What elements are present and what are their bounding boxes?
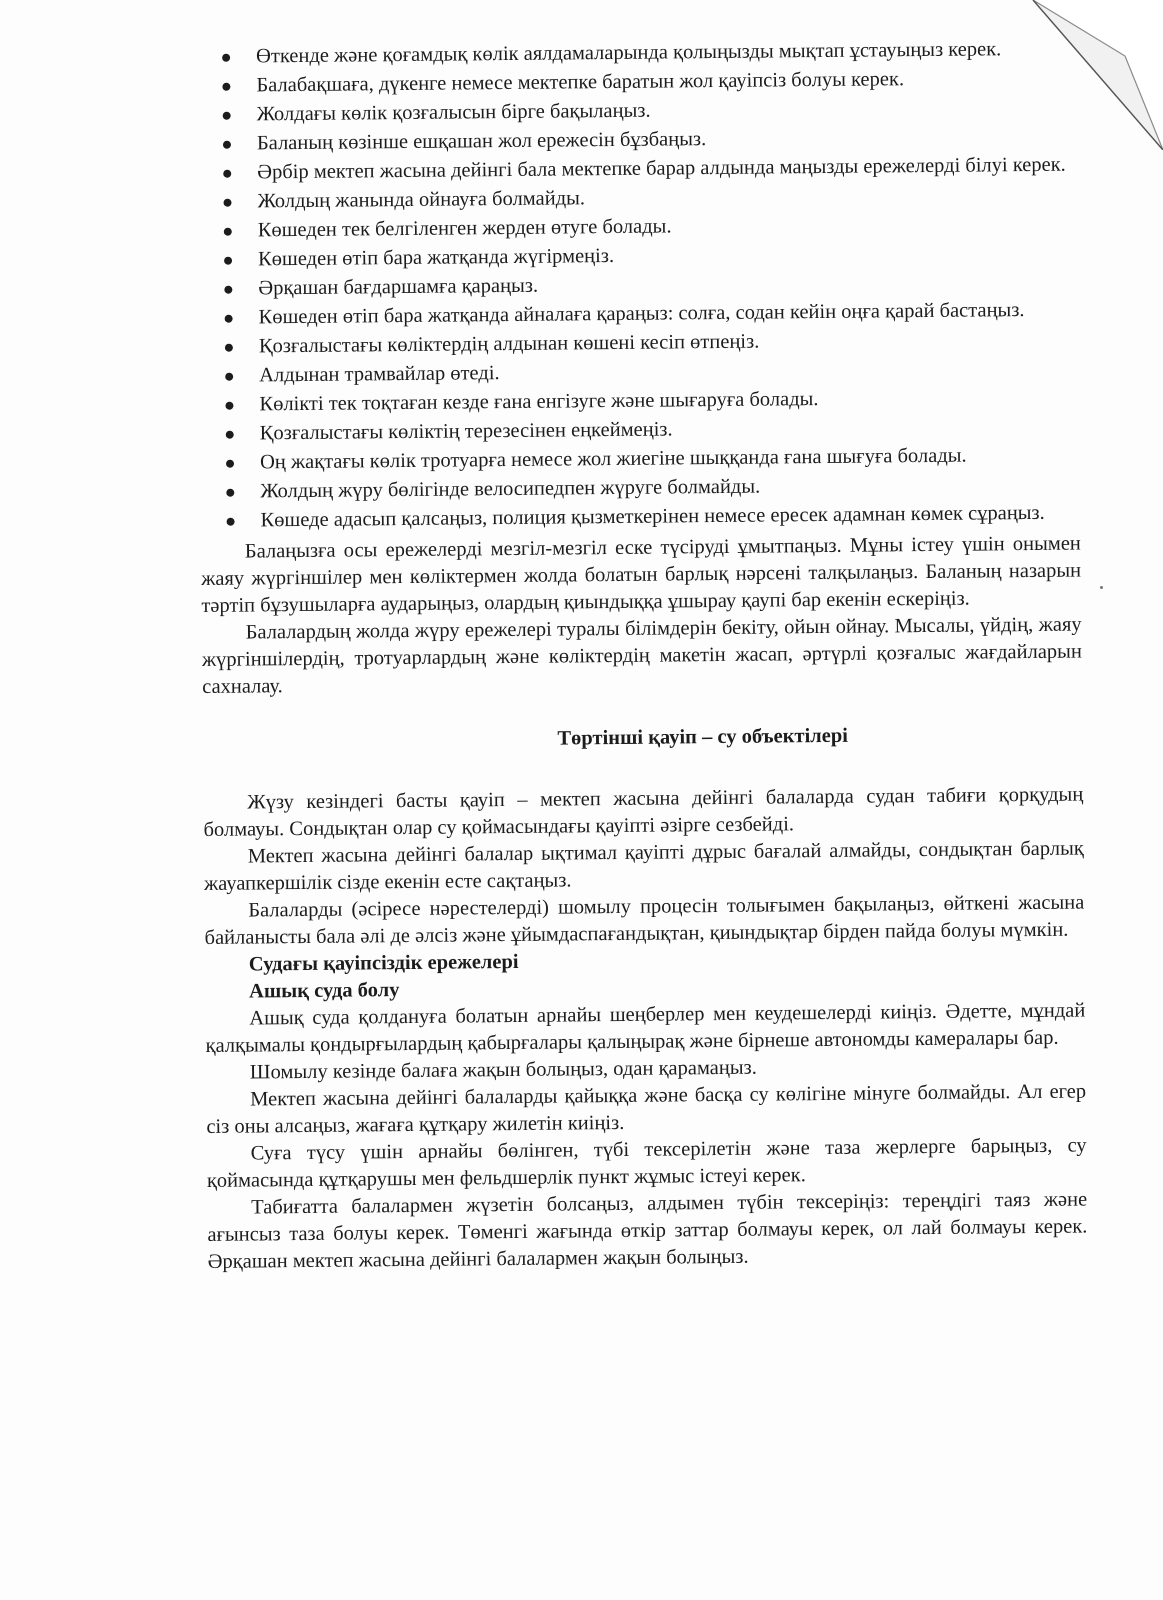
list-item: Жолдағы көлік қозғалысын бірге бақылаңыз.: [257, 94, 1077, 129]
list-item: Көшеден өтіп бара жатқанда жүгірмеңіз.: [258, 239, 1078, 274]
paragraph-swim-rings: Ашық суда қолдануға болатын арнайы шеңберлер мен кеудешелерді киіңіз. Әдетте, мұндай қалқымалы қондырғылардың қабырғалары қалыңырақ және бірнеше автономды камералары бар.: [205, 999, 1086, 1057]
scan-speck: [1100, 586, 1103, 589]
list-item: Жолдың жүру бөлігінде велосипедпен жүруге болмайды.: [260, 471, 1080, 506]
paragraph-supervision: Балаларды (әсіресе нәрестелерді) шомылу процесін толығымен бақылаңыз, өйткені жасына байланысты бала әлі де әлсіз және ұйымдаспағандықтан, қиындықтар бірден пайда болуы мүмкін.: [204, 891, 1085, 949]
list-item: Қозғалыстағы көліктің терезесінен еңкеймеңіз.: [260, 413, 1080, 448]
list-item: Әрбір мектеп жасына дейінгі бала мектепке барар алдында маңызды ережелерді білуі керек.: [257, 152, 1077, 187]
list-item: Қозғалыстағы көліктердің алдынан көшені кесіп өтпеңіз.: [259, 326, 1079, 361]
paragraph-designated-places: Суға түсу үшін арнайы бөлінген, түбі тексерілетін және таза жерлерге барыңыз, су қоймасында құтқарушы мен фельдшерлік пункт жұмыс істеуі керек.: [206, 1134, 1087, 1192]
paragraph-boats: Мектеп жасына дейінгі балаларды қайыққа және басқа су көлігіне мінуге болмайды. Ал егер сіз оны алсаңыз, жағаға құтқару жилетін киіңіз.: [206, 1080, 1087, 1138]
paragraph-water-danger: Жүзу кезіндегі басты қауіп – мектеп жасына дейінгі балаларда судан табиғи қорқудың болмауы. Сондықтан олар су қоймасындағы қауіпті әзірге сезбейді.: [203, 783, 1084, 841]
list-item: Оң жақтағы көлік тротуарға немесе жол жиегіне шыққанда ғана шығуға болады.: [260, 442, 1080, 477]
paragraph-game: Балалардың жолда жүру ережелері туралы білімдерін бекіту, ойын ойнау. Мысалы, үйдің, жаяу жүргіншілердің, тротуарлардың және көліктердің макетін жасап, әртүрлі қозғалыс жағдайларын сахналау.: [201, 613, 1082, 698]
list-item: Балабақшаға, дүкенге немесе мектепке баратын жол қауіпсіз болуы керек.: [256, 65, 1076, 100]
list-item: Өткенде және қоғамдық көлік аялдамаларында қолыңызды мықтап ұстауыңыз керек.: [256, 36, 1076, 71]
list-item: Баланың көзінше ешқашан жол ережесін бұзбаңыз.: [257, 123, 1077, 158]
paragraph-stay-close: Шомылу кезінде балаға жақын болыңыз, одан қарамаңыз.: [249, 1056, 757, 1084]
list-item: Әрқашан бағдаршамға қараңыз.: [258, 268, 1078, 303]
paragraph-responsibility: Мектеп жасына дейінгі балалар ықтимал қауіпті дұрыс бағалай алмайды, сондықтан барлық жауапкершілік сізде екенін есте сақтаңыз.: [203, 837, 1084, 895]
list-item: Алдынан трамвайлар өтеді.: [259, 355, 1079, 390]
list-item: Көшеден тек белгіленген жерден өтуге болады.: [258, 210, 1078, 245]
subheading-open-water: Ашық суда болу: [248, 979, 400, 1003]
list-item: Көшеде адасып қалсаңыз, полиция қызметкерінен немесе ересек адамнан көмек сұраңыз.: [260, 500, 1080, 535]
road-safety-rules-list: [196, 36, 1081, 535]
paragraph-check-bottom: Табиғатта балалармен жүзетін болсаңыз, алдымен түбін тексеріңіз: тереңдігі таяз және ағынсыз таза болуы керек. Төменгі жағында өткір заттар болмауы керек, ол лай болмауы керек. Әрқашан мектеп жасына дейінгі балалармен жақын болыңыз.: [207, 1188, 1088, 1273]
list-item: Жолдың жанында ойнауға болмайды.: [257, 181, 1077, 216]
list-item: Көлікті тек тоқтаған кезде ғана енгізуге және шығаруға болады.: [259, 384, 1079, 419]
list-item: Көшеден өтіп бара жатқанда айналаға қараңыз: солға, содан кейін оңға қарай бастаңыз.: [259, 297, 1079, 332]
paragraph-reminder: Балаңызға осы ережелерді мезгіл-мезгіл еске түсіруді ұмытпаңыз. Мұны істеу үшін онымен жаяу жүргіншілер мен көліктермен жолда болатын барлық нәрсені талқылаңыз. Баланың назарын тәртіп бұзушыларға аударыңыз, олардың қиындыққа ұшырау қаупі бар екенін ескеріңіз.: [201, 532, 1082, 617]
document-body: [196, 36, 1088, 1276]
subheading-water-safety: Судағы қауіпсіздік ережелері: [248, 950, 519, 976]
section-heading: Төртінші қауіп – су объектілері: [557, 724, 849, 750]
